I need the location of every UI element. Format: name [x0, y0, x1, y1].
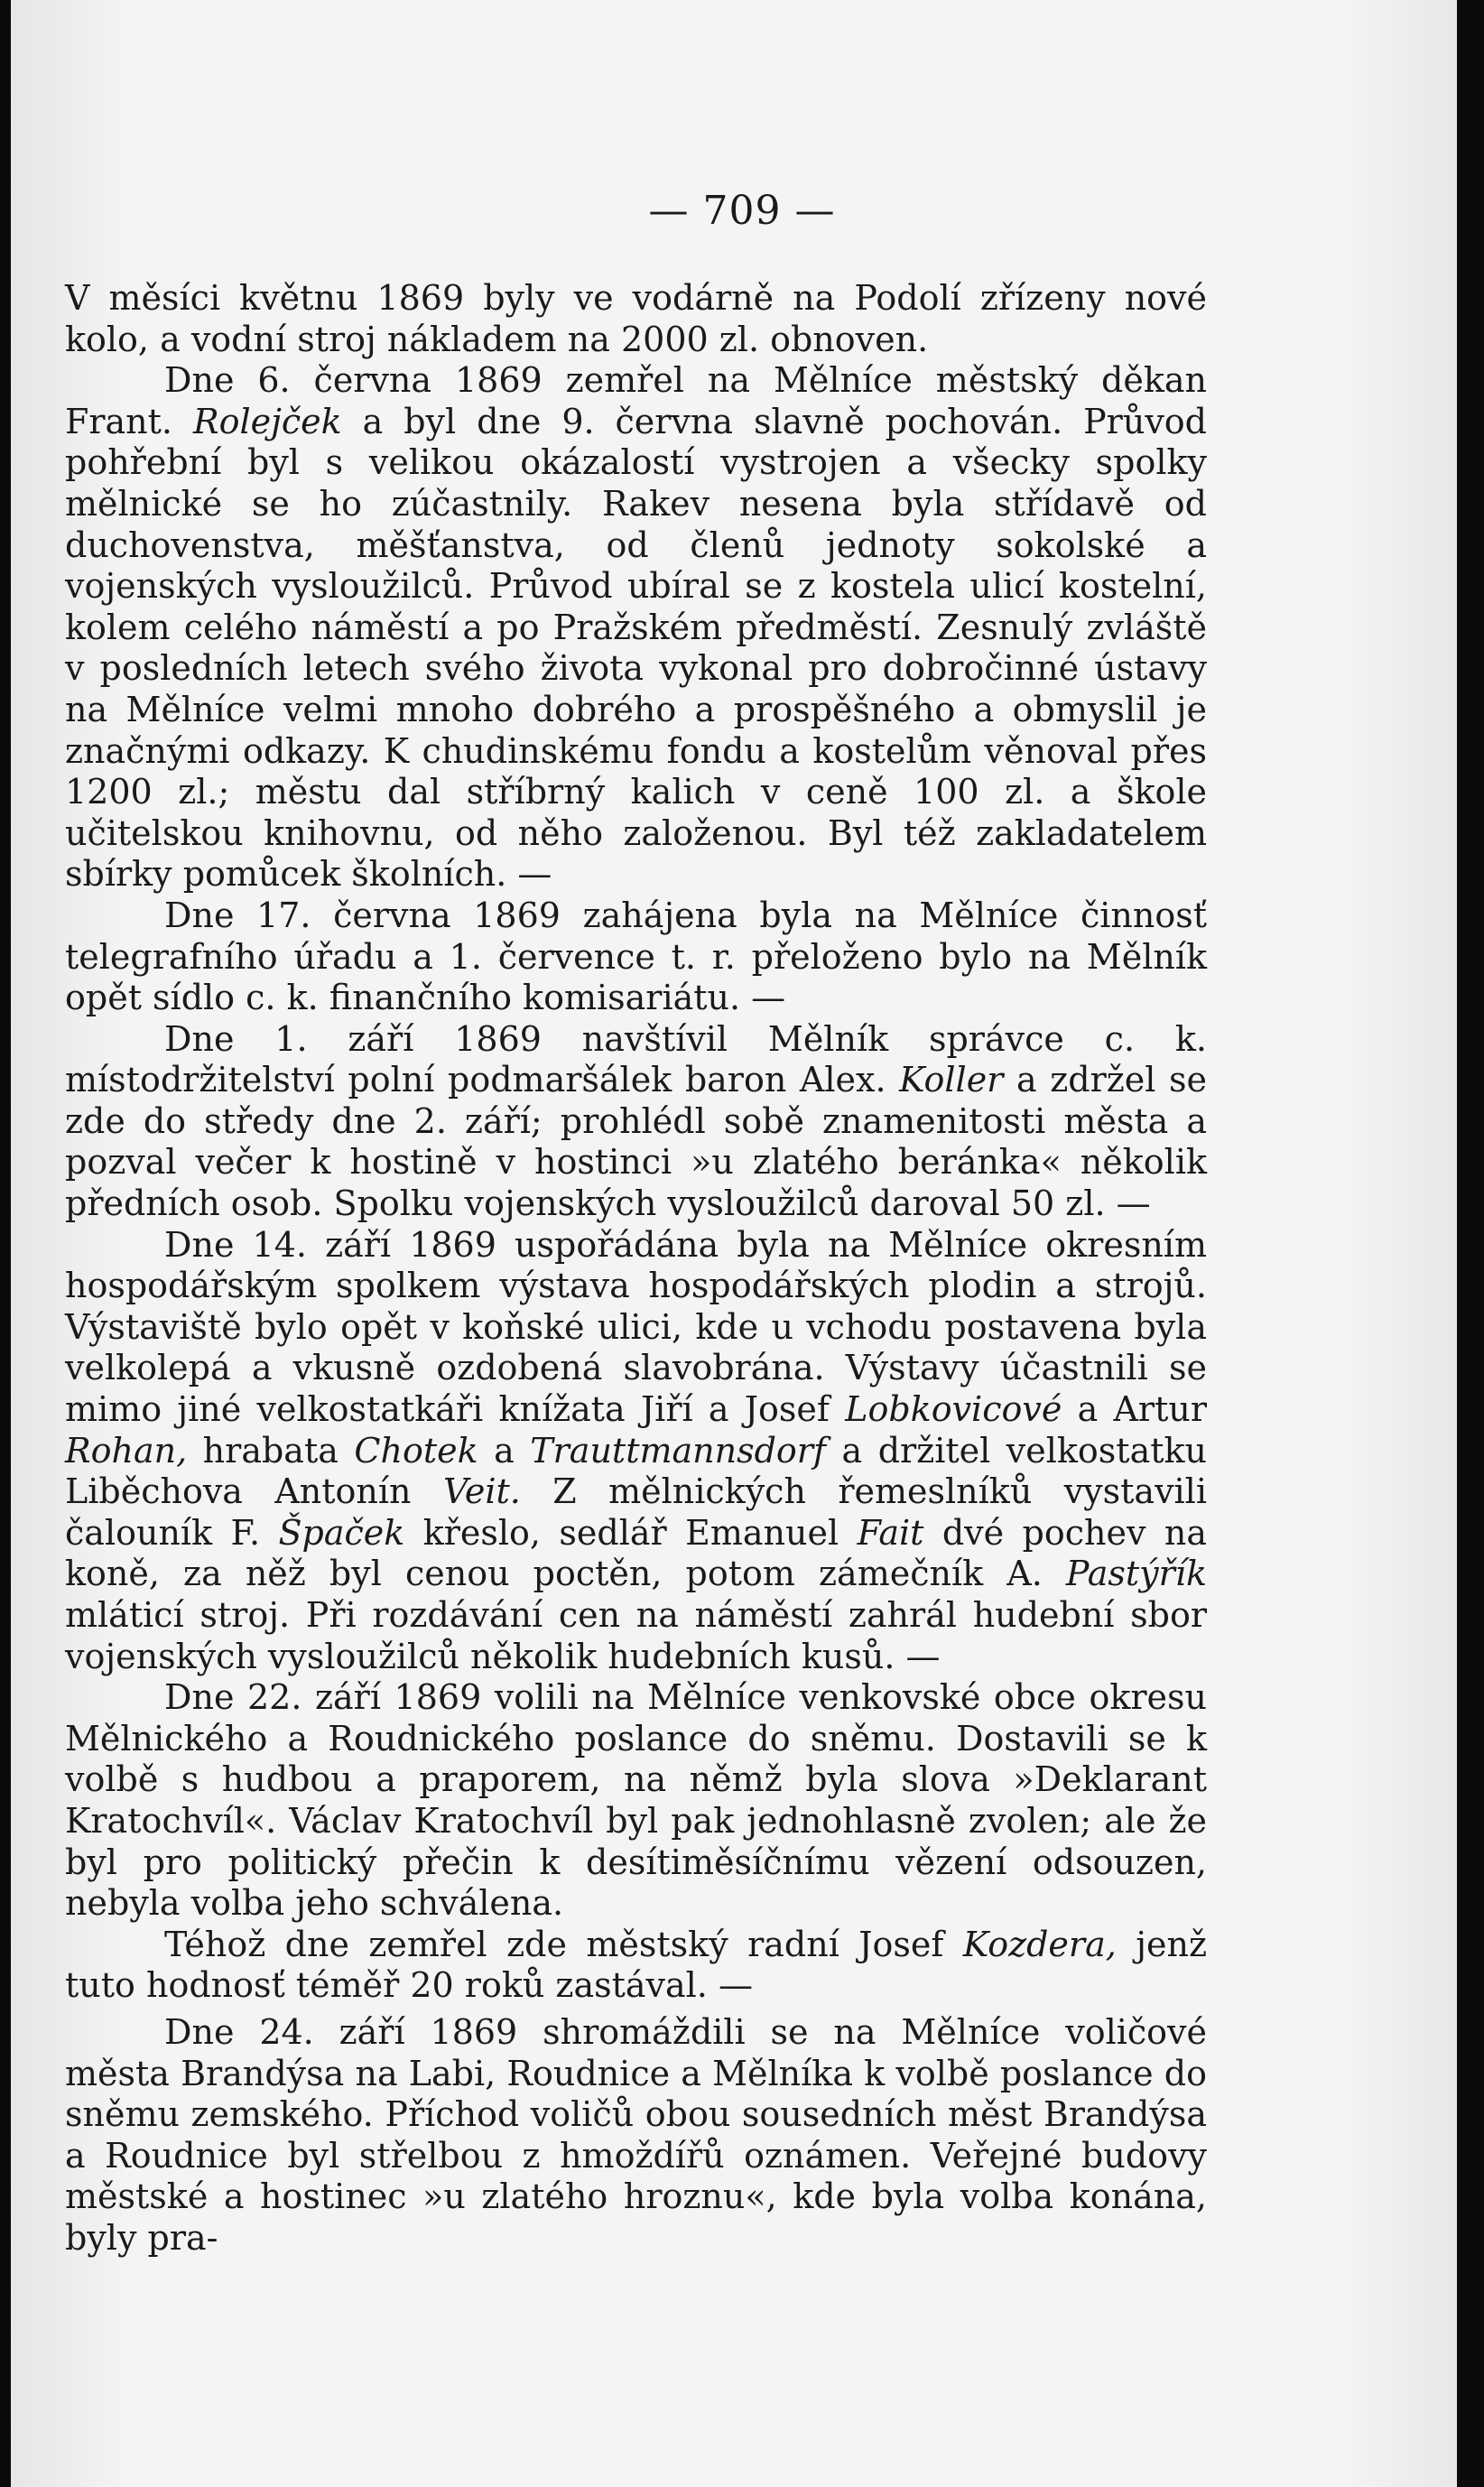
text-run: Dne 22. září 1869 volili na Mělníce venkovské obce okresu Mělnického a Roudnického poslance do sněmu. Dostavili se k volbě s hudbou a praporem, na němž byla slova »Deklarant Kratochvíl«. Václav Kratochvíl byl pak jednohlasně zvolen; ale že byl pro politický přečin k desítiměsíčnímu vězení odsouzen, nebyla volba jeho schválena.	[65, 1677, 1207, 1924]
italic-name: Chotek	[354, 1430, 478, 1471]
italic-name: Fait	[857, 1512, 924, 1553]
italic-name: Trauttmannsdorf	[530, 1430, 827, 1471]
text-run: V měsíci květnu 1869 byly ve vodárně na Podolí zřízeny nové kolo, a vodní stroj nákladem na 2000 zl. obnoven.	[65, 278, 1207, 359]
italic-name: Rohan,	[65, 1430, 188, 1471]
text-run: Dne 24. září 1869 shromáždili se na Mělníce voličové města Brandýsa na Labi, Roudnice a Mělníka k volbě poslance do sněmu zemského. Příchod voličů obou sousedních měst Brandýsa a Roudnice byl střelbou z hmoždířů oznámen. Veřejné budovy městské a hostinec »u zlatého hroznu«, kde byla volba konána, byly pra-	[65, 2011, 1207, 2258]
italic-name: Koller	[899, 1060, 1004, 1100]
text-run: a	[478, 1430, 531, 1471]
paragraph-4	[65, 1225, 1207, 1678]
text-run: mláticí stroj. Při rozdávání cen na náměstí zahrál hudební sbor vojenských vysloužilců několik hudebních kusů. —	[65, 1595, 1207, 1676]
text-run: Téhož dne zemřel zde městský radní Josef	[164, 1924, 963, 1964]
italic-name: Kozdera,	[962, 1924, 1117, 1964]
text-run: dvé pochev na koně, za něž byl cenou poctěn, potom zámečník A.	[65, 1512, 1208, 1594]
text-run: a zdržel se zde do středy dne 2. září; prohlédl sobě znamenitosti města a pozval večer k hostině v hostinci »u zlatého beránka« několik předních osob. Spolku vojenských vysloužilců daroval 50 zl. —	[65, 1060, 1208, 1224]
text-run: Dne 17. června 1869 zahájena byla na Mělníce činnosť telegrafního úřadu a 1. července t. r. přeloženo bylo na Mělník opět sídlo c. k. finančního komisariátu. —	[65, 895, 1207, 1018]
text-run: Z mělnických řemeslníků vystavili čalouník F.	[65, 1471, 1207, 1553]
italic-name: Lobkovicové	[845, 1389, 1062, 1430]
text-run: Dne 6. června 1869 zemřel na Mělníce městský děkan Frant.	[65, 360, 1207, 441]
paragraph-5	[65, 1677, 1207, 1925]
text-run: Dne 1. září 1869 navštívil Mělník správce c. k. místodržitelství polní podmaršálek baron Alex.	[65, 1018, 1207, 1100]
italic-name: Špaček	[278, 1512, 405, 1553]
scan-left-edge	[0, 0, 11, 2487]
text-run: a Artur	[1062, 1389, 1207, 1430]
paragraph-2	[65, 896, 1207, 1019]
italic-name: Pastýřík	[1065, 1554, 1207, 1594]
paragraph-7	[65, 2012, 1207, 2260]
body-text	[65, 278, 1207, 2260]
text-run: křeslo, sedlář Emanuel	[404, 1512, 858, 1553]
text-run: Dne 14. září 1869 uspořádána byla na Mělníce okresním hospodářským spolkem výstava hospodářských plodin a strojů. Výstaviště bylo opět v koňské ulici, kde u vchodu postavena byla velkolepá a vkusně ozdobená slavobrána. Výstavy účastnili se mimo jiné velkostatkáři knížata Jiří a Josef	[65, 1224, 1207, 1430]
paragraph-6	[65, 1925, 1207, 2007]
scan-right-edge	[1457, 0, 1484, 2487]
page-number: — 709 —	[648, 188, 836, 234]
paragraph-1	[65, 360, 1207, 896]
italic-name: Veit.	[442, 1471, 521, 1512]
text-run: a byl dne 9. června slavně pochován. Průvod pohřební byl s velikou okázalostí vystrojen a všecky spolky mělnické se ho zúčastnily. Rakev nesena byla střídavě od duchovenstva, měšťanstva, od členů jednoty sokolské a vojenských vysloužilců. Průvod ubíral se z kostela ulicí kostelní, kolem celého náměstí a po Pražském předměstí. Zesnulý zvláště v posledních letech svého života vykonal pro dobročinné ústavy na Mělníce velmi mnoho dobrého a prospěšného a obmyslil je značnými odkazy. K chudinskému fondu a kostelům věnoval přes 1200 zl.; městu dal stříbrný kalich v ceně 100 zl. a škole učitelskou knihovnu, od něho založenou. Byl též zakladatelem sbírky pomůcek školních. —	[65, 401, 1207, 895]
text-run: hrabata	[187, 1430, 355, 1471]
text-run: a držitel velkostatku Liběchova Antonín	[65, 1430, 1207, 1512]
text-run: jenž tuto hodnosť téměř 20 roků zastával. —	[65, 1924, 1208, 2006]
italic-name: Rolejček	[192, 401, 342, 441]
paragraph-3	[65, 1019, 1207, 1225]
paragraph-0	[65, 278, 1207, 360]
